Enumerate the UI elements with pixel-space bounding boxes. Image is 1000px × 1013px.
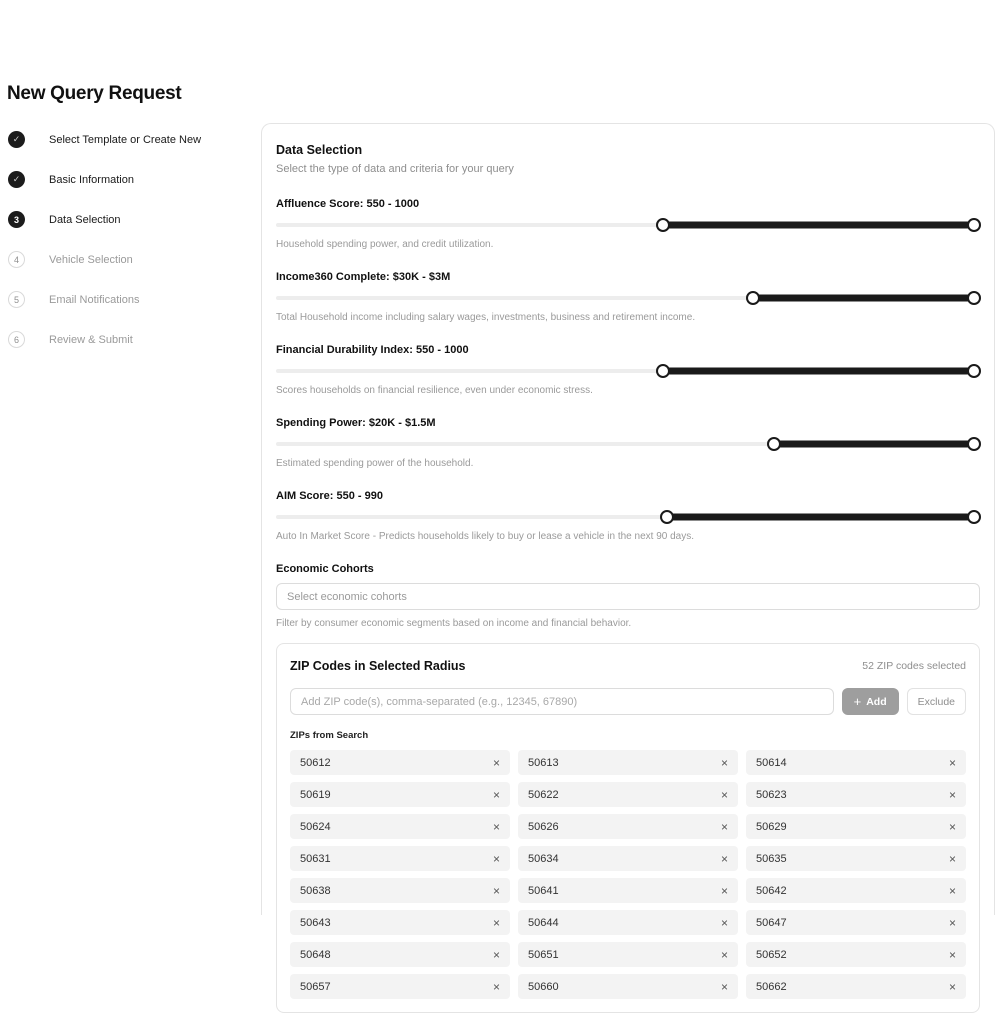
slider-label: AIM Score: 550 - 990	[276, 490, 383, 502]
slider-selected-range[interactable]	[667, 513, 975, 520]
zip-chip-value: 50638	[300, 884, 331, 897]
zip-chip-50662	[746, 974, 966, 999]
zip-chip-value: 50619	[300, 788, 331, 801]
zip-chip-50648	[290, 942, 510, 967]
stepper-item-label: Email Notifications	[49, 293, 140, 306]
remove-zip-icon[interactable]: ×	[948, 787, 956, 802]
zip-chip-value: 50642	[756, 884, 787, 897]
stepper-item-basic-information[interactable]	[8, 171, 248, 188]
panel-title: Data Selection	[276, 143, 363, 157]
remove-zip-icon[interactable]: ×	[948, 979, 956, 994]
zip-chip-value: 50660	[528, 980, 559, 993]
remove-zip-icon[interactable]: ×	[720, 979, 728, 994]
slider-label: Financial Durability Index: 550 - 1000	[276, 344, 469, 356]
remove-zip-icon[interactable]: ×	[948, 947, 956, 962]
zip-chip-value: 50614	[756, 756, 787, 769]
zip-chip-50644	[518, 910, 738, 935]
zip-chip-value: 50648	[300, 948, 331, 961]
zip-chip-value: 50634	[528, 852, 559, 865]
step-number-badge: 4	[8, 251, 25, 268]
slider-handle-max[interactable]	[967, 291, 981, 305]
slider-block-spending-power	[276, 417, 980, 469]
range-slider[interactable]	[276, 436, 980, 451]
panel-subtitle: Select the type of data and criteria for your query	[276, 163, 514, 175]
remove-zip-icon[interactable]: ×	[492, 883, 500, 898]
stepper-item-data-selection[interactable]	[8, 211, 248, 228]
slider-description: Estimated spending power of the household.	[276, 458, 474, 469]
step-number-badge: 6	[8, 331, 25, 348]
zip-chip-value: 50657	[300, 980, 331, 993]
slider-block-financial-durability-index	[276, 344, 980, 396]
slider-block-affluence-score	[276, 198, 980, 250]
stepper-item-label: Vehicle Selection	[49, 253, 133, 266]
zip-section-title: ZIP Codes in Selected Radius	[290, 659, 466, 673]
check-icon: ✓	[8, 171, 25, 188]
zip-chip-50613	[518, 750, 738, 775]
zip-chip-value: 50612	[300, 756, 331, 769]
zip-chip-value: 50662	[756, 980, 787, 993]
zip-chip-50647	[746, 910, 966, 935]
remove-zip-icon[interactable]: ×	[492, 787, 500, 802]
zip-chip-50622	[518, 782, 738, 807]
remove-zip-icon[interactable]: ×	[492, 819, 500, 834]
zip-codes-input[interactable]	[290, 688, 834, 715]
zip-chip-50624	[290, 814, 510, 839]
add-zip-button-label: Add	[866, 695, 887, 708]
stepper-item-review-submit[interactable]	[8, 331, 248, 348]
zip-chip-50641	[518, 878, 738, 903]
economic-cohorts-helper: Filter by consumer economic segments based on income and financial behavior.	[276, 618, 632, 629]
zip-chip-50629	[746, 814, 966, 839]
slider-description: Household spending power, and credit utilization.	[276, 239, 494, 250]
remove-zip-icon[interactable]: ×	[492, 979, 500, 994]
range-slider[interactable]	[276, 217, 980, 232]
zip-chip-50652	[746, 942, 966, 967]
zip-chip-50623	[746, 782, 966, 807]
zip-chip-50612	[290, 750, 510, 775]
slider-block-aim-score	[276, 490, 980, 542]
slider-label: Affluence Score: 550 - 1000	[276, 198, 420, 210]
zip-chip-value: 50623	[756, 788, 787, 801]
stepper-item-email-notifications[interactable]	[8, 291, 248, 308]
zip-chip-value: 50643	[300, 916, 331, 929]
slider-selected-range[interactable]	[663, 367, 974, 374]
slider-handle-max[interactable]	[967, 218, 981, 232]
slider-handle-min[interactable]	[656, 218, 670, 232]
zip-chip-50631	[290, 846, 510, 871]
zip-chip-value: 50651	[528, 948, 559, 961]
stepper-item-label: Basic Information	[49, 173, 134, 186]
zip-chip-50635	[746, 846, 966, 871]
slider-handle-max[interactable]	[967, 364, 981, 378]
zip-chip-50614	[746, 750, 966, 775]
zip-codes-section	[276, 643, 980, 1013]
remove-zip-icon[interactable]: ×	[720, 883, 728, 898]
add-zip-button[interactable]	[842, 688, 899, 715]
step-number-badge: 5	[8, 291, 25, 308]
zip-chip-50643	[290, 910, 510, 935]
zip-chip-value: 50624	[300, 820, 331, 833]
stepper-item-label: Select Template or Create New	[49, 133, 202, 146]
step-number-badge: 3	[8, 211, 25, 228]
zip-chip-50651	[518, 942, 738, 967]
slider-handle-min[interactable]	[660, 510, 674, 524]
range-slider[interactable]	[276, 363, 980, 378]
zip-chip-50657	[290, 974, 510, 999]
zip-chip-50634	[518, 846, 738, 871]
remove-zip-icon[interactable]: ×	[492, 947, 500, 962]
zip-input-row	[290, 688, 966, 715]
zip-chip-value: 50635	[756, 852, 787, 865]
remove-zip-icon[interactable]: ×	[720, 755, 728, 770]
zip-chip-value: 50626	[528, 820, 559, 833]
zip-chip-value: 50644	[528, 916, 559, 929]
page-title: New Query Request	[7, 83, 182, 104]
stepper	[8, 131, 248, 371]
remove-zip-icon[interactable]: ×	[492, 851, 500, 866]
slider-selected-range[interactable]	[774, 440, 975, 447]
economic-cohorts-input[interactable]	[276, 583, 980, 610]
slider-handle-max[interactable]	[967, 510, 981, 524]
remove-zip-icon[interactable]: ×	[948, 851, 956, 866]
zip-chip-value: 50631	[300, 852, 331, 865]
slider-handle-max[interactable]	[967, 437, 981, 451]
zip-chip-50660	[518, 974, 738, 999]
zip-chip-50638	[290, 878, 510, 903]
remove-zip-icon[interactable]: ×	[948, 819, 956, 834]
remove-zip-icon[interactable]: ×	[720, 787, 728, 802]
stepper-item-label: Data Selection	[49, 213, 121, 226]
remove-zip-icon[interactable]: ×	[720, 947, 728, 962]
stepper-item-label: Review & Submit	[49, 333, 133, 346]
zip-chip-value: 50652	[756, 948, 787, 961]
range-slider[interactable]	[276, 290, 980, 305]
zip-chip-50619	[290, 782, 510, 807]
zip-grid	[290, 750, 966, 999]
zip-chip-value: 50641	[528, 884, 559, 897]
plus-icon: +	[853, 694, 862, 709]
zip-selected-count: 52 ZIP codes selected	[862, 660, 966, 672]
zip-chip-value: 50647	[756, 916, 787, 929]
economic-cohorts-label: Economic Cohorts	[276, 563, 374, 575]
slider-description: Scores households on financial resilience, even under economic stress.	[276, 385, 593, 396]
stepper-item-select-template-or-create-new[interactable]	[8, 131, 248, 148]
remove-zip-icon[interactable]: ×	[492, 755, 500, 770]
remove-zip-icon[interactable]: ×	[948, 883, 956, 898]
slider-label: Spending Power: $20K - $1.5M	[276, 417, 436, 429]
slider-handle-min[interactable]	[656, 364, 670, 378]
sliders	[276, 198, 980, 542]
remove-zip-icon[interactable]: ×	[720, 851, 728, 866]
zip-chip-50642	[746, 878, 966, 903]
zip-chip-value: 50629	[756, 820, 787, 833]
remove-zip-icon[interactable]: ×	[492, 915, 500, 930]
slider-label: Income360 Complete: $30K - $3M	[276, 271, 451, 283]
remove-zip-icon[interactable]: ×	[720, 915, 728, 930]
slider-handle-min[interactable]	[746, 291, 760, 305]
slider-selected-range[interactable]	[663, 221, 974, 228]
slider-description: Total Household income including salary wages, investments, business and retirement income.	[276, 312, 696, 323]
remove-zip-icon[interactable]: ×	[948, 915, 956, 930]
slider-block-income360-complete	[276, 271, 980, 323]
exclude-zip-button[interactable]: Exclude	[907, 688, 966, 715]
zip-chip-value: 50613	[528, 756, 559, 769]
slider-handle-min[interactable]	[767, 437, 781, 451]
range-slider[interactable]	[276, 509, 980, 524]
remove-zip-icon[interactable]: ×	[948, 755, 956, 770]
zip-chip-value: 50622	[528, 788, 559, 801]
data-selection-panel	[261, 123, 995, 994]
zips-from-search-label: ZIPs from Search	[290, 730, 369, 741]
slider-selected-range[interactable]	[753, 294, 975, 301]
remove-zip-icon[interactable]: ×	[720, 819, 728, 834]
slider-description: Auto In Market Score - Predicts households likely to buy or lease a vehicle in the next 90 days.	[276, 531, 694, 542]
check-icon: ✓	[8, 131, 25, 148]
stepper-item-vehicle-selection[interactable]	[8, 251, 248, 268]
zip-chip-50626	[518, 814, 738, 839]
zip-section-header	[290, 659, 966, 673]
